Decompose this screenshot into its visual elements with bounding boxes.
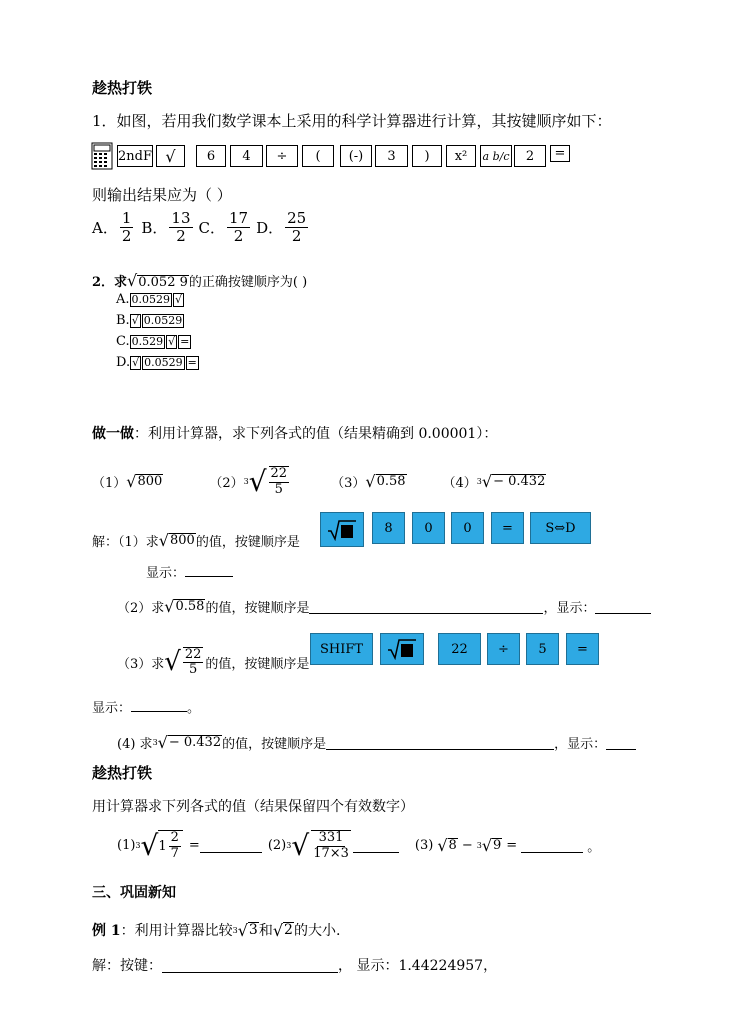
sqrt-icon: √ xyxy=(158,531,169,550)
mixed-whole: 1 xyxy=(158,838,167,854)
option-a-fraction xyxy=(120,210,134,244)
option-c-fraction xyxy=(227,210,250,244)
display-line-1 xyxy=(146,562,233,581)
answer-blank[interactable] xyxy=(309,599,543,614)
solution-line-3 xyxy=(117,647,309,678)
sol-radicand: − 0.432 xyxy=(168,734,222,750)
item-label: （2） xyxy=(209,476,244,491)
display-value: 1.44224957， xyxy=(398,958,498,974)
mini-key: √ xyxy=(168,334,176,348)
fraction-num: 17 xyxy=(229,209,249,227)
option-d-label: D． xyxy=(256,218,284,237)
q2-suffix: 的正确按键顺序为( ) xyxy=(188,275,308,290)
option-a xyxy=(116,292,185,307)
item-label: （1） xyxy=(92,476,127,491)
sqrt-icon: √ xyxy=(481,472,493,491)
period: 。 xyxy=(587,840,601,855)
section-consolidate: 三、巩固新知 xyxy=(92,885,176,901)
answer-blank[interactable] xyxy=(353,838,399,853)
example-end: 的大小. xyxy=(293,923,341,939)
answer-blank[interactable] xyxy=(185,576,233,577)
key-divide: ÷ xyxy=(266,145,298,167)
answer-blank[interactable] xyxy=(521,838,583,853)
fraction-num: 25 xyxy=(287,209,307,227)
sqrt-icon: √ xyxy=(272,920,284,940)
fraction-den: 17×3 xyxy=(313,845,349,861)
sqrt-icon: √ xyxy=(127,271,138,290)
display-line-3 xyxy=(92,697,200,716)
fraction-num: 331 xyxy=(318,830,344,846)
sol-prefix: (4) 求 xyxy=(117,737,153,752)
solution-line-2 xyxy=(117,597,651,616)
fraction-num: 2 xyxy=(170,830,179,846)
answer-blank[interactable] xyxy=(595,599,651,614)
key-equals: = xyxy=(566,633,599,665)
sol-radicand: 0.58 xyxy=(175,598,205,614)
key-open-paren: ( xyxy=(302,145,334,167)
fraction-den: 2 xyxy=(176,226,186,245)
mini-key: = xyxy=(180,334,190,348)
section-2-text: 用计算器求下列各式的值（结果保留四个有效数字） xyxy=(92,799,414,815)
option-d-fraction xyxy=(285,210,308,244)
sqrt-icon: √ xyxy=(291,829,310,862)
display-label: ，显示： xyxy=(543,601,596,616)
key-close-paren: ) xyxy=(412,145,442,167)
fraction-den: 2 xyxy=(291,226,302,245)
minus-sign: − xyxy=(461,838,473,853)
option-b-fraction xyxy=(169,210,192,244)
q2-radicand: 0.052 9 xyxy=(138,275,188,290)
question-1-prompt: 则输出结果应为（ ） xyxy=(92,186,232,204)
do-it-text: ：利用计算器，求下列各式的值（结果精确到 0.00001）： xyxy=(134,426,498,442)
option-d xyxy=(116,355,200,370)
sqrt-icon: √ xyxy=(481,836,493,855)
answer-blank[interactable] xyxy=(131,711,187,712)
radicand: 2 xyxy=(284,921,293,938)
opt-label: A. xyxy=(116,292,130,307)
items-row xyxy=(92,465,546,498)
solution-line-4 xyxy=(117,733,636,752)
sol-radicand: 800 xyxy=(169,532,195,548)
exercise-label: (2) xyxy=(267,838,287,853)
root-index: 3 xyxy=(232,925,238,935)
answer-blank[interactable] xyxy=(326,735,554,750)
answer-blank[interactable] xyxy=(606,735,636,750)
mini-key: = xyxy=(187,355,197,369)
item-label: （3） xyxy=(331,476,366,491)
fraction-den: 5 xyxy=(274,481,283,497)
mini-key: √ xyxy=(132,355,140,369)
fraction-num: 1 xyxy=(121,209,132,227)
answer-line xyxy=(92,955,497,975)
option-b-label: B． xyxy=(141,218,168,237)
exercise-label: (3) xyxy=(414,838,434,853)
sol-suffix: 的值，按键顺序是 xyxy=(222,737,327,752)
equals-sign: = xyxy=(188,838,200,853)
sol-suffix: 的值，按键顺序是 xyxy=(195,535,300,550)
section-do-it xyxy=(92,423,497,443)
period: 。 xyxy=(187,701,201,716)
sqrt-icon: √ xyxy=(126,472,137,491)
fraction-den: 2 xyxy=(121,226,132,245)
mini-key: 0.0529 xyxy=(143,313,183,327)
sqrt-icon: √ xyxy=(437,836,448,855)
section-title: 趁热打铁 xyxy=(92,79,153,97)
key-sqrt xyxy=(156,145,185,167)
option-b xyxy=(116,313,185,328)
q2-prefix: 2．求 xyxy=(92,275,128,290)
root-index: 3 xyxy=(243,477,249,486)
item-radicand: − 0.432 xyxy=(493,473,546,489)
opt-label: B. xyxy=(116,313,130,328)
sqrt-icon: √ xyxy=(165,146,176,166)
answer-blank[interactable] xyxy=(162,958,338,973)
key-equals: = xyxy=(550,145,570,162)
key-0: 0 xyxy=(412,512,445,544)
exercise-label: (1) xyxy=(117,838,136,853)
item-label: （4） xyxy=(442,476,477,491)
item-radicand: 800 xyxy=(137,473,163,489)
calculator-icon xyxy=(91,142,113,170)
display-label: 显示： xyxy=(146,566,186,581)
mini-key: √ xyxy=(175,292,183,306)
sol-suffix: 的值，按键顺序是 xyxy=(205,601,310,616)
example-1 xyxy=(92,920,340,940)
section-title-2: 趁热打铁 xyxy=(92,764,153,782)
and-text: 和 xyxy=(258,923,273,939)
key-8: 8 xyxy=(372,512,405,544)
root-index: 3 xyxy=(476,477,482,486)
key-22: 22 xyxy=(438,633,481,665)
opt-label: D. xyxy=(116,355,131,370)
fraction-num: 13 xyxy=(171,209,191,227)
question-1-text: 1．如图，若用我们数学课本上采用的科学计算器进行计算，其按键顺序如下： xyxy=(92,112,612,130)
sqrt-icon: √ xyxy=(248,465,267,498)
key-negative: (-) xyxy=(340,145,372,167)
sol-suffix: 的值，按键顺序是 xyxy=(205,656,310,672)
key-6: 6 xyxy=(196,145,226,167)
equals-sign: = xyxy=(506,838,518,853)
radicand: 9 xyxy=(493,837,502,853)
sqrt-icon: √ xyxy=(157,733,168,752)
question-2-text xyxy=(92,271,307,290)
display-label: ，显示： xyxy=(554,737,607,752)
display-label: 显示： xyxy=(92,701,132,716)
exercise-fraction xyxy=(311,830,351,861)
key-shift: SHIFT xyxy=(310,633,373,665)
mini-key: √ xyxy=(131,313,139,327)
exercise-row xyxy=(117,829,600,862)
example-text: ：利用计算器比较 xyxy=(120,923,233,939)
sqrt-icon: √ xyxy=(365,472,376,491)
key-2ndf: 2ndF xyxy=(117,145,153,167)
item-radicand: 0.58 xyxy=(376,473,406,489)
key-equals: = xyxy=(491,512,524,544)
do-it-title: 做一做 xyxy=(92,426,134,442)
item-fraction xyxy=(269,466,290,497)
sqrt-icon xyxy=(387,638,417,660)
option-a-label: A． xyxy=(92,218,118,237)
fraction-den: 5 xyxy=(188,662,198,678)
key-x-squared: x² xyxy=(446,145,476,167)
key-sqrt-blue xyxy=(320,512,364,547)
key-2: 2 xyxy=(514,145,546,167)
key-4: 4 xyxy=(230,145,263,167)
fraction-den: 7 xyxy=(170,845,179,861)
solution-line-1 xyxy=(92,531,300,550)
key-5: 5 xyxy=(526,633,559,665)
example-label: 例 1 xyxy=(92,923,121,939)
sqrt-icon: √ xyxy=(164,597,175,616)
key-s-d: S⇔D xyxy=(530,512,591,544)
mixed-fraction xyxy=(169,831,181,861)
option-c xyxy=(116,334,192,349)
sol-fraction xyxy=(183,647,204,678)
key-0: 0 xyxy=(451,512,484,544)
key-divide: ÷ xyxy=(487,633,520,665)
key-fraction: a b/c xyxy=(480,145,512,167)
key-sqrt-blue xyxy=(380,633,424,665)
key-3: 3 xyxy=(375,145,408,167)
mini-key: 0.0529 xyxy=(131,292,171,306)
sqrt-icon: √ xyxy=(140,829,159,862)
option-c-label: C． xyxy=(198,218,225,237)
radicand: 3 xyxy=(248,921,258,938)
display-label: ， 显示： xyxy=(338,958,399,974)
mini-key: 0.529 xyxy=(131,334,164,348)
opt-label: C. xyxy=(116,334,130,349)
sol-prefix: （2）求 xyxy=(117,601,165,616)
mini-key: 0.0529 xyxy=(144,355,183,369)
mixed-number xyxy=(158,830,183,861)
root-index: 3 xyxy=(476,841,482,850)
sqrt-icon xyxy=(327,519,357,541)
fraction-num: 22 xyxy=(184,647,202,662)
answer-blank[interactable] xyxy=(200,838,262,853)
question-1-options xyxy=(92,210,310,244)
sol-prefix: （3）求 xyxy=(117,656,165,672)
sqrt-icon: √ xyxy=(164,647,181,678)
fraction-num: 22 xyxy=(270,466,288,482)
root-index: 3 xyxy=(286,841,292,850)
answer-prefix: 解：按键： xyxy=(92,958,162,974)
root-index: 3 xyxy=(135,841,141,850)
sqrt-icon: √ xyxy=(237,920,248,940)
sol-prefix: 解：（1）求 xyxy=(92,535,159,550)
fraction-den: 2 xyxy=(233,226,244,245)
root-index: 3 xyxy=(152,738,158,747)
radicand: 8 xyxy=(448,837,457,853)
